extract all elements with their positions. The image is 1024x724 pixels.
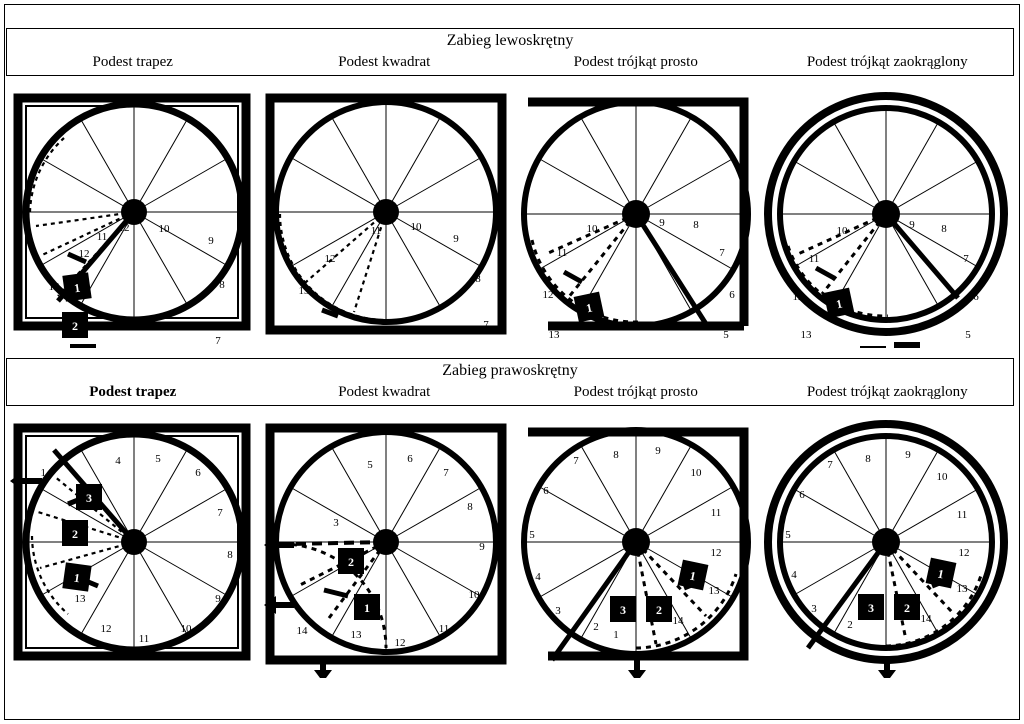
svg-text:4: 4 [535, 571, 541, 583]
highlight-step-3 [894, 342, 920, 348]
svg-text:11: 11 [710, 507, 722, 519]
svg-text:3: 3 [620, 603, 626, 617]
highlight-step-3 [70, 344, 96, 348]
column-label-trojkat-zaokraglony: Podest trójkąt zaokrąglony [806, 383, 968, 400]
column-label-trojkat-prosto: Podest trójkąt prosto [573, 383, 698, 400]
svg-text:3: 3 [868, 601, 874, 615]
svg-text:5: 5 [529, 529, 535, 541]
svg-text:11: 11 [96, 231, 108, 243]
svg-text:9: 9 [453, 233, 459, 245]
column-label-trapez: Podest trapez [89, 383, 177, 400]
highlight-step-2 [338, 548, 364, 574]
svg-text:9: 9 [905, 449, 911, 461]
svg-text:2: 2 [656, 603, 662, 617]
svg-text:2: 2 [72, 527, 78, 541]
diagram-panel-top-trapez [6, 86, 258, 348]
svg-text:9: 9 [659, 217, 665, 229]
svg-text:2: 2 [847, 619, 853, 631]
svg-text:5: 5 [155, 453, 161, 465]
svg-text:7: 7 [719, 247, 725, 259]
highlight-step-2 [894, 594, 920, 620]
svg-text:10: 10 [158, 223, 170, 235]
svg-text:9: 9 [655, 445, 661, 457]
column-label-trojkat-zaokraglony: Podest trójkąt zaokrąglony [806, 53, 968, 70]
section-header-lewoskretny [6, 28, 1014, 76]
column-label-trapez: Podest trapez [92, 53, 173, 70]
newel-post [622, 200, 650, 228]
section-column-labels [7, 380, 1013, 406]
svg-text:3: 3 [333, 517, 339, 529]
svg-text:1: 1 [584, 300, 594, 316]
svg-text:8: 8 [941, 223, 947, 235]
svg-text:12: 12 [792, 291, 804, 303]
newel-post [373, 199, 399, 225]
svg-text:13: 13 [298, 285, 310, 297]
svg-text:12: 12 [78, 248, 90, 260]
svg-text:14: 14 [920, 613, 932, 625]
svg-text:1: 1 [364, 601, 370, 615]
column-label-trojkat-prosto: Podest trójkąt prosto [573, 53, 698, 70]
walk-line-solid [324, 590, 348, 596]
svg-text:10: 10 [410, 221, 422, 233]
diagram-row-lewoskretny [6, 86, 1014, 348]
svg-text:6: 6 [799, 489, 805, 501]
svg-text:8: 8 [865, 453, 871, 465]
svg-text:8: 8 [613, 449, 619, 461]
svg-text:3: 3 [86, 491, 92, 505]
svg-text:10: 10 [180, 623, 192, 635]
svg-text:6: 6 [407, 453, 413, 465]
svg-text:7: 7 [963, 253, 969, 265]
svg-text:7: 7 [217, 507, 223, 519]
svg-text:9: 9 [208, 235, 214, 247]
svg-text:5: 5 [367, 459, 373, 471]
highlight-step-3 [610, 596, 636, 622]
svg-text:11: 11 [438, 623, 450, 635]
svg-text:4: 4 [791, 569, 797, 581]
svg-text:14: 14 [672, 615, 684, 627]
diagram-row-prawoskretny [6, 416, 1014, 678]
newel-post [622, 528, 650, 556]
highlight-step-1 [354, 594, 380, 620]
svg-text:12: 12 [394, 637, 406, 649]
svg-text:11: 11 [956, 509, 968, 521]
svg-text:12: 12 [100, 623, 112, 635]
svg-text:6: 6 [729, 289, 735, 301]
svg-text:13: 13 [800, 329, 812, 341]
svg-text:14: 14 [40, 467, 52, 479]
diagram-panel-top-trojkat-prosto [510, 86, 762, 348]
svg-text:10: 10 [586, 223, 598, 235]
svg-text:5: 5 [965, 329, 971, 341]
svg-text:7: 7 [443, 467, 449, 479]
svg-text:7: 7 [573, 455, 579, 467]
diagram-panel-top-trojkat-zaokraglony [762, 86, 1014, 348]
svg-text:6: 6 [543, 485, 549, 497]
svg-text:2: 2 [72, 319, 78, 333]
svg-text:11: 11 [556, 247, 568, 259]
svg-text:12: 12 [542, 289, 554, 301]
svg-text:12: 12 [958, 547, 970, 559]
diagram-panel-bottom-trapez [6, 416, 258, 678]
newel-post [373, 529, 399, 555]
svg-text:11: 11 [808, 253, 820, 265]
svg-text:10: 10 [836, 225, 848, 237]
newel-post [872, 528, 900, 556]
svg-text:2: 2 [348, 555, 354, 569]
svg-text:6: 6 [973, 291, 979, 303]
highlight-step-1 [62, 562, 91, 591]
diagram-panel-bottom-trojkat-zaokraglony [762, 416, 1014, 678]
diagram-panel-bottom-kwadrat [258, 416, 510, 678]
svg-text:8: 8 [227, 549, 233, 561]
section-header-prawoskretny [6, 358, 1014, 406]
highlight-step-1 [824, 288, 855, 319]
svg-text:13: 13 [48, 281, 60, 293]
svg-text:14: 14 [296, 625, 308, 637]
section-column-labels [7, 50, 1013, 76]
svg-text:1: 1 [688, 568, 698, 584]
svg-text:12: 12 [710, 547, 722, 559]
svg-text:3: 3 [811, 603, 817, 615]
svg-text:8: 8 [693, 219, 699, 231]
svg-text:9: 9 [909, 219, 915, 231]
svg-text:10: 10 [936, 471, 948, 483]
svg-text:13: 13 [956, 583, 968, 595]
svg-text:11: 11 [370, 225, 382, 237]
svg-text:1: 1 [73, 280, 82, 296]
highlight-step-2 [860, 346, 886, 348]
step-label-12: 12 [118, 222, 130, 234]
svg-text:13: 13 [74, 593, 86, 605]
svg-text:9: 9 [215, 593, 221, 605]
column-label-kwadrat: Podest kwadrat [338, 53, 431, 70]
highlight-step-1 [574, 292, 605, 323]
svg-text:2: 2 [593, 621, 599, 633]
highlight-step-1 [926, 558, 957, 589]
newel-post [872, 200, 900, 228]
highlight-step-2 [62, 312, 88, 338]
svg-text:7: 7 [215, 335, 221, 347]
svg-text:1: 1 [613, 629, 619, 641]
svg-text:3: 3 [555, 605, 561, 617]
svg-text:6: 6 [195, 467, 201, 479]
svg-text:12: 12 [324, 253, 336, 265]
svg-text:7: 7 [483, 319, 489, 331]
svg-text:8: 8 [467, 501, 473, 513]
highlight-step-3 [76, 484, 102, 510]
diagram-panel-top-kwadrat [258, 86, 510, 348]
svg-text:5: 5 [785, 529, 791, 541]
svg-text:7: 7 [827, 459, 833, 471]
svg-text:11: 11 [138, 633, 150, 645]
svg-text:9: 9 [479, 541, 485, 553]
direction-arrow-down [628, 660, 646, 678]
svg-text:1: 1 [72, 570, 81, 586]
diagram-panel-bottom-trojkat-prosto [510, 416, 762, 678]
highlight-step-1 [678, 560, 709, 591]
svg-text:4: 4 [115, 455, 121, 467]
svg-text:10: 10 [690, 467, 702, 479]
newel-post [121, 529, 147, 555]
svg-text:13: 13 [350, 629, 362, 641]
highlight-step-2 [62, 520, 88, 546]
svg-text:8: 8 [475, 273, 481, 285]
svg-text:10: 10 [468, 589, 480, 601]
svg-text:1: 1 [936, 566, 946, 582]
section-title: Zabieg lewoskrętny [446, 32, 574, 49]
svg-text:1: 1 [834, 296, 844, 312]
section-title: Zabieg prawoskrętny [442, 362, 578, 379]
svg-text:13: 13 [708, 585, 720, 597]
svg-text:2: 2 [904, 601, 910, 615]
highlight-step-1 [62, 272, 91, 301]
column-label-kwadrat: Podest kwadrat [338, 383, 431, 400]
highlight-step-2 [646, 596, 672, 622]
highlight-step-3 [858, 594, 884, 620]
svg-text:5: 5 [723, 329, 729, 341]
svg-text:13: 13 [548, 329, 560, 341]
svg-text:8: 8 [219, 279, 225, 291]
